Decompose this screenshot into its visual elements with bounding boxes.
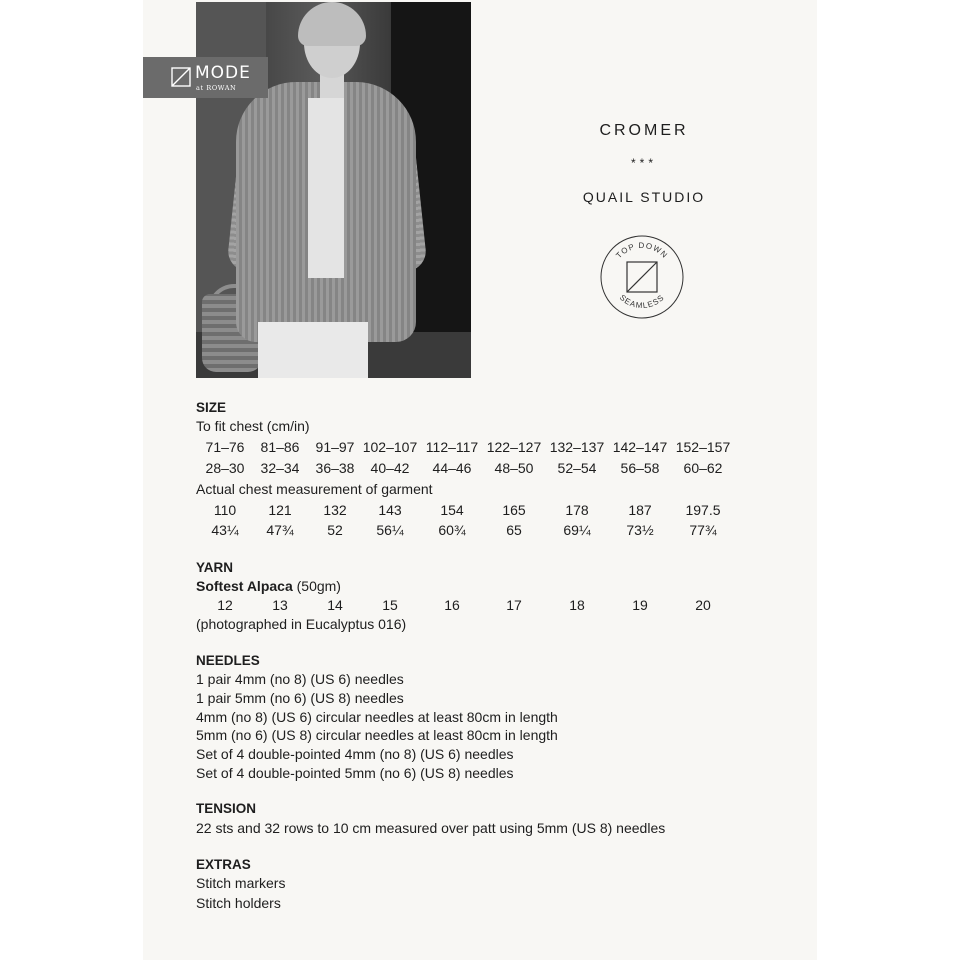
size-value-cell: 73½ [626,522,654,538]
yarn-colour-note: (photographed in Eucalyptus 016) [196,616,407,632]
fit-chest-label: To fit chest (cm/in) [196,418,310,434]
yarn-heading: YARN [196,560,234,575]
size-value-cell: 110 [213,502,237,518]
needles-heading: NEEDLES [196,653,260,668]
size-value-cell: 48–50 [494,460,534,476]
size-value-cell: 14 [327,597,343,613]
size-heading: SIZE [196,400,227,415]
needle-item: 5mm (no 6) (US 8) circular needles at least 80cm in length [196,727,558,743]
size-value-cell: 52 [327,522,343,538]
needle-item: 1 pair 4mm (no 8) (US 6) needles [196,671,404,687]
actual-chest-label: Actual chest measurement of garment [196,481,433,497]
tension-heading: TENSION [196,801,257,816]
seal-top-text: TOP DOWN [614,241,670,261]
yarn-weight: (50gm) [292,578,341,594]
size-value-cell: 102–107 [362,439,418,455]
size-value-cell: 28–30 [205,460,245,476]
size-value-cell: 77¾ [689,522,717,538]
size-value-cell: 52–54 [557,460,597,476]
size-value-cell: 40–42 [370,460,410,476]
size-value-cell: 19 [632,597,648,613]
yarn-line [196,578,341,594]
size-value-cell: 47¾ [266,522,294,538]
brand-sub: at ROWAN [196,84,237,92]
yarn-name: Softest Alpaca [196,578,293,594]
brand-badge [143,57,268,98]
size-value-cell: 69¼ [563,522,591,538]
needle-item: 4mm (no 8) (US 6) circular needles at least 80cm in length [196,709,558,725]
size-value-cell: 36–38 [315,460,355,476]
designer-name: QUAIL STUDIO [582,189,706,205]
tension-text: 22 sts and 32 rows to 10 cm measured over patt using 5mm (US 8) needles [196,820,666,836]
svg-text:SEAMLESS [618,293,666,310]
size-value-cell: 81–86 [260,439,300,455]
needle-item: 1 pair 5mm (no 6) (US 8) needles [196,690,404,706]
seal-bottom-text: SEAMLESS [617,292,667,311]
size-value-cell: 71–76 [205,439,245,455]
size-value-cell: 43¼ [211,522,239,538]
size-value-cell: 20 [695,597,711,613]
size-value-cell: 32–34 [260,460,300,476]
stars-divider: *** [630,156,657,170]
size-value-cell: 18 [569,597,585,613]
size-value-cell: 112–117 [425,439,479,455]
size-value-cell: 12 [217,597,233,613]
needle-item: Set of 4 double-pointed 4mm (no 8) (US 6) needles [196,746,514,762]
size-value-cell: 165 [502,502,526,518]
pattern-title: CROMER [599,122,689,139]
size-value-cell: 197.5 [685,502,721,518]
size-value-cell: 60–62 [683,460,723,476]
size-value-cell: 143 [378,502,402,518]
mode-logo-icon [171,67,191,87]
svg-text:TOP DOWN [614,241,669,260]
size-value-cell: 154 [440,502,464,518]
size-value-cell: 132–137 [549,439,605,455]
size-value-cell: 91–97 [315,439,355,455]
extras-item: Stitch holders [196,895,281,911]
size-value-cell: 17 [506,597,522,613]
top-down-seamless-seal [599,234,685,320]
brand-name: MODE [195,63,251,83]
size-value-cell: 132 [323,502,347,518]
size-value-cell: 56¼ [376,522,404,538]
extras-item: Stitch markers [196,875,286,891]
size-value-cell: 121 [268,502,292,518]
size-value-cell: 15 [382,597,398,613]
needle-item: Set of 4 double-pointed 5mm (no 6) (US 8) needles [196,765,514,781]
size-value-cell: 187 [628,502,652,518]
size-value-cell: 152–157 [675,439,731,455]
size-value-cell: 44–46 [432,460,472,476]
extras-heading: EXTRAS [196,857,251,872]
size-value-cell: 122–127 [486,439,542,455]
size-value-cell: 65 [506,522,522,538]
size-value-cell: 56–58 [620,460,660,476]
size-value-cell: 16 [444,597,460,613]
size-value-cell: 60¾ [438,522,466,538]
size-value-cell: 142–147 [612,439,668,455]
size-value-cell: 178 [565,502,589,518]
size-value-cell: 13 [272,597,288,613]
